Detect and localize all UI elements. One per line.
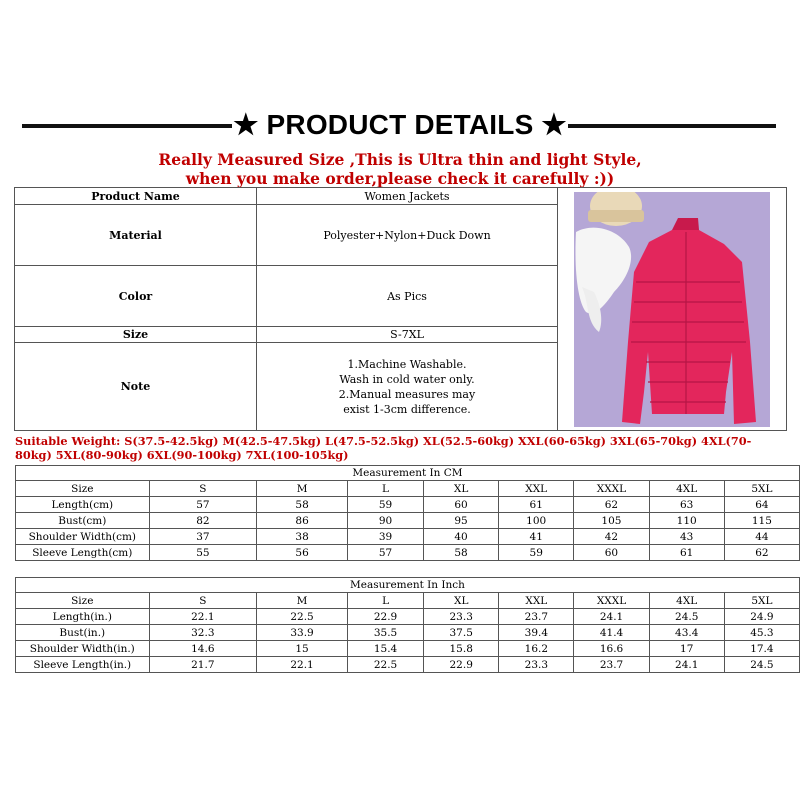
- inch-size-column-header: 5XL: [724, 593, 799, 609]
- inch-cell: 24.9: [724, 609, 799, 625]
- inch-size-column-header: XXXL: [574, 593, 649, 609]
- inch-cell: 16.6: [574, 641, 649, 657]
- inch-cell: 15.4: [348, 641, 424, 657]
- inch-cell: 22.9: [348, 609, 424, 625]
- cm-cell: 57: [347, 545, 423, 561]
- cm-row-label: Sleeve Length(cm): [16, 545, 150, 561]
- table-row: [16, 641, 800, 657]
- table-row: [16, 513, 800, 529]
- inch-cell: 15: [257, 641, 348, 657]
- suitable-weight-text: Suitable Weight: S(37.5-42.5kg) M(42.5-47.5kg) L(47.5-52.5kg) XL(52.5-60kg) XXL(60-65kg) 3XL(65-70kg) 4XL(70-80kg) 5XL(80-90kg) 6XL(90-100kg) 7XL(100-105kg): [15, 434, 752, 462]
- cm-cell: 62: [574, 497, 649, 513]
- inch-cell: 39.4: [499, 625, 574, 641]
- cm-cell: 62: [724, 545, 799, 561]
- table-row: [16, 609, 800, 625]
- inch-cell: 23.3: [424, 609, 499, 625]
- cm-size-column-header: L: [347, 481, 423, 497]
- note-line: 2.Manual measures may: [338, 387, 476, 401]
- cm-cell: 56: [257, 545, 348, 561]
- cm-cell: 60: [574, 545, 649, 561]
- cm-cell: 82: [149, 513, 257, 529]
- inch-size-column-header: S: [149, 593, 257, 609]
- inch-size-column-header: 4XL: [649, 593, 724, 609]
- cm-header-row: [16, 481, 800, 497]
- cm-cell: 57: [149, 497, 257, 513]
- table-row: [16, 497, 800, 513]
- size-label: Size: [15, 327, 257, 343]
- note-line: exist 1-3cm difference.: [343, 402, 471, 416]
- cm-cell: 55: [149, 545, 257, 561]
- product-photo-cell: [558, 188, 787, 431]
- inch-cell: 43.4: [649, 625, 724, 641]
- inch-row-label: Sleeve Length(in.): [16, 657, 150, 673]
- inch-row-label: Bust(in.): [16, 625, 150, 641]
- cm-row-label: Length(cm): [16, 497, 150, 513]
- cm-cell: 100: [499, 513, 574, 529]
- material-value: Polyester+Nylon+Duck Down: [257, 205, 558, 266]
- inch-size-header: Size: [16, 593, 150, 609]
- inch-size-column-header: XXL: [499, 593, 574, 609]
- inch-cell: 22.5: [348, 657, 424, 673]
- inch-cell: 17.4: [724, 641, 799, 657]
- product-name-label: Product Name: [15, 188, 257, 205]
- inch-cell: 24.1: [649, 657, 724, 673]
- note-label: Note: [15, 343, 257, 431]
- inch-cell: 15.8: [424, 641, 499, 657]
- inch-cell: 22.1: [149, 609, 257, 625]
- cm-cell: 86: [257, 513, 348, 529]
- cm-cell: 37: [149, 529, 257, 545]
- cm-size-header: Size: [16, 481, 150, 497]
- table-row: [16, 657, 800, 673]
- cm-cell: 59: [347, 497, 423, 513]
- inch-cell: 14.6: [149, 641, 257, 657]
- inch-cell: 17: [649, 641, 724, 657]
- inch-row-label: Length(in.): [16, 609, 150, 625]
- note-line: Wash in cold water only.: [339, 372, 475, 386]
- cm-row-label: Bust(cm): [16, 513, 150, 529]
- inch-cell: 23.7: [499, 609, 574, 625]
- cm-cell: 43: [649, 529, 724, 545]
- cm-cell: 38: [257, 529, 348, 545]
- subtitle-line-2: when you make order,please check it carefully :)): [185, 169, 615, 188]
- product-photo: [574, 192, 770, 427]
- inch-cell: 37.5: [424, 625, 499, 641]
- inch-row-label: Shoulder Width(in.): [16, 641, 150, 657]
- cm-cell: 60: [424, 497, 499, 513]
- inch-cell: 35.5: [348, 625, 424, 641]
- product-row-name: [15, 188, 787, 205]
- cm-cell: 39: [347, 529, 423, 545]
- cm-cell: 115: [724, 513, 799, 529]
- cm-size-column-header: 5XL: [724, 481, 799, 497]
- table-row: [16, 545, 800, 561]
- note-text: [257, 343, 558, 431]
- cm-cell: 95: [424, 513, 499, 529]
- inch-cell: 33.9: [257, 625, 348, 641]
- header-right-rule: [568, 124, 776, 128]
- note-line: 1.Machine Washable.: [347, 357, 467, 371]
- inch-header-row: [16, 593, 800, 609]
- inch-size-column-header: XL: [424, 593, 499, 609]
- inch-cell: 24.5: [649, 609, 724, 625]
- cm-cell: 59: [499, 545, 574, 561]
- inch-size-column-header: L: [348, 593, 424, 609]
- cm-size-column-header: XL: [424, 481, 499, 497]
- inch-cell: 41.4: [574, 625, 649, 641]
- inch-cell: 32.3: [149, 625, 257, 641]
- color-label: Color: [15, 266, 257, 327]
- cm-table-title: Measurement In CM: [16, 466, 800, 481]
- cm-cell: 42: [574, 529, 649, 545]
- cm-size-column-header: XXL: [499, 481, 574, 497]
- cm-cell: 58: [257, 497, 348, 513]
- product-info-table: [14, 187, 787, 431]
- inch-cell: 24.5: [724, 657, 799, 673]
- inch-cell: 24.1: [574, 609, 649, 625]
- inch-cell: 22.1: [257, 657, 348, 673]
- inch-cell: 22.9: [424, 657, 499, 673]
- material-label: Material: [15, 205, 257, 266]
- inch-cell: 16.2: [499, 641, 574, 657]
- page-title: ★ PRODUCT DETAILS ★: [233, 109, 567, 140]
- color-value: As Pics: [257, 266, 558, 327]
- table-row: [16, 625, 800, 641]
- cm-cell: 64: [724, 497, 799, 513]
- inch-table-title: Measurement In Inch: [16, 578, 800, 593]
- subtitle-line-1: Really Measured Size ,This is Ultra thin and light Style,: [158, 150, 642, 169]
- cm-cell: 110: [649, 513, 724, 529]
- cm-row-label: Shoulder Width(cm): [16, 529, 150, 545]
- cm-cell: 40: [424, 529, 499, 545]
- inch-cell: 23.7: [574, 657, 649, 673]
- cm-cell: 105: [574, 513, 649, 529]
- cm-size-column-header: S: [149, 481, 257, 497]
- cm-cell: 61: [649, 545, 724, 561]
- measurement-cm-table: [15, 465, 800, 561]
- cm-size-column-header: 4XL: [649, 481, 724, 497]
- cm-cell: 63: [649, 497, 724, 513]
- header-left-rule: [22, 124, 232, 128]
- measurement-inch-table: [15, 577, 800, 673]
- cm-size-column-header: XXXL: [574, 481, 649, 497]
- inch-cell: 23.3: [499, 657, 574, 673]
- inch-size-column-header: M: [257, 593, 348, 609]
- cm-cell: 58: [424, 545, 499, 561]
- cm-cell: 41: [499, 529, 574, 545]
- size-value: S-7XL: [257, 327, 558, 343]
- cm-cell: 90: [347, 513, 423, 529]
- inch-cell: 21.7: [149, 657, 257, 673]
- table-row: [16, 529, 800, 545]
- inch-cell: 22.5: [257, 609, 348, 625]
- cm-size-column-header: M: [257, 481, 348, 497]
- jacket-photo: [574, 192, 770, 427]
- cm-cell: 44: [724, 529, 799, 545]
- product-name-value: Women Jackets: [257, 188, 558, 205]
- cm-cell: 61: [499, 497, 574, 513]
- inch-cell: 45.3: [724, 625, 799, 641]
